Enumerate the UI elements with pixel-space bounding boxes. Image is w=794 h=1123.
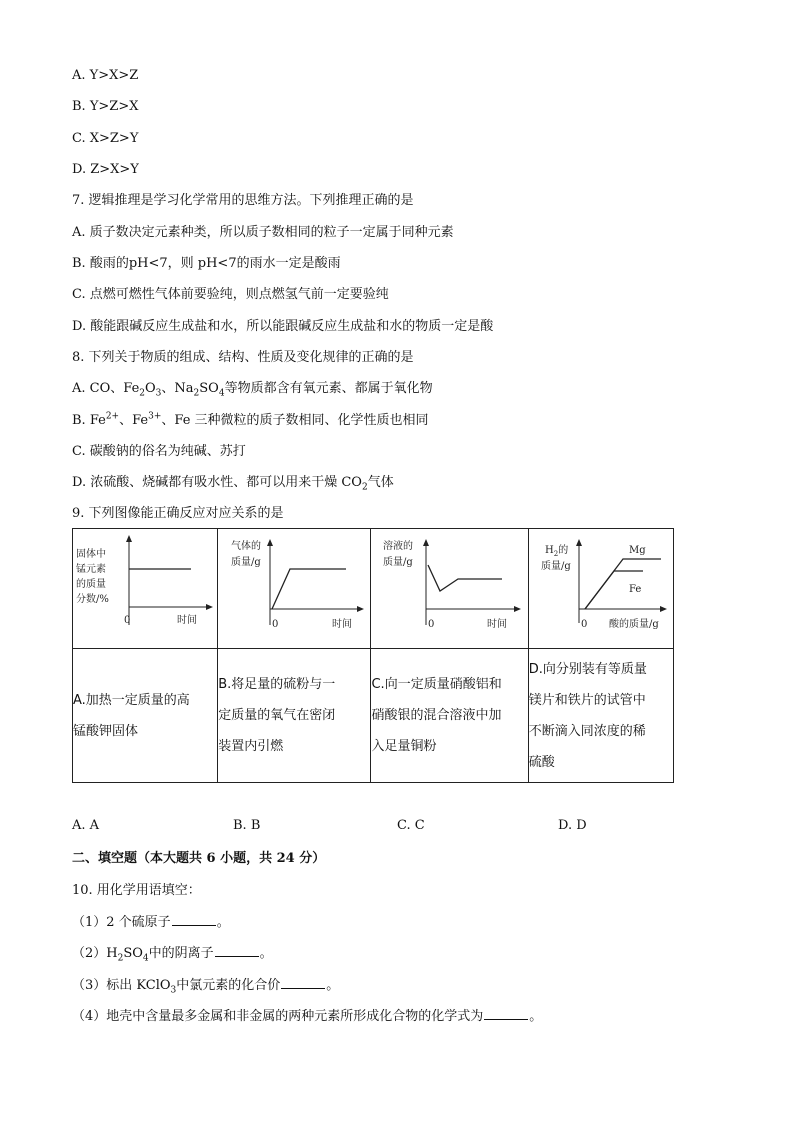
- graph-c-xlabel: 时间: [487, 619, 508, 630]
- graph-c-series-line: [428, 565, 502, 591]
- q6-option-d: D. Z>X>Y: [72, 162, 139, 177]
- q9-stem: 9. 下列图像能正确反应对应关系的是: [72, 506, 284, 521]
- graph-a-plot: [73, 529, 215, 644]
- q9-desc-d: D.向分别装有等质量 镁片和铁片的试管中 不断滴入同浓度的稀 硫酸: [528, 649, 673, 783]
- graph-d-ylabel-2: 质量/g: [540, 561, 571, 572]
- graph-a-ylabel-1: 固体中: [76, 549, 106, 560]
- graph-b-ylabel-1: 气体的: [231, 541, 262, 552]
- graph-c-origin: 0: [428, 619, 435, 630]
- q8-option-b: B. $Fe^{2+}$、$Fe^{3+}$、Fe 三种微粒的质子数相同、化学性质也相同: [72, 411, 429, 428]
- graph-d-mg-line: [585, 559, 661, 609]
- q7-option-d: D. 酸能跟碱反应生成盐和水，所以能跟碱反应生成盐和水的物质一定是酸: [72, 319, 494, 334]
- q10-part-2: $(2)H_2SO_4$中的阴离子 。: [72, 946, 273, 964]
- q9-desc-c: C.向一定质量硝酸铝和 硝酸银的混合溶液中加 入足量铜粉: [371, 649, 528, 783]
- graph-a: [73, 529, 218, 649]
- graph-d-plot: [529, 529, 673, 644]
- section-2-title: 二、填空题（本大题共 6 小题，共 24 分）: [72, 851, 326, 866]
- graph-b-xlabel: 时间: [332, 619, 353, 630]
- q8-stem: 8. 下列关于物质的组成、结构、性质及变化规律的正确的是: [72, 350, 414, 365]
- graph-d: [528, 529, 673, 649]
- graph-d-label-mg: Mg: [628, 545, 646, 556]
- graph-c: [371, 529, 528, 649]
- graph-c-ylabel-2: 质量/g: [383, 557, 414, 568]
- q10-part-3: （3）标出 KClO$_3$中氯元素的化合价 。: [72, 978, 340, 996]
- graph-c-ylabel-1: 溶液的: [383, 541, 414, 552]
- graph-b-series-line: [272, 569, 346, 609]
- graph-c-plot: [371, 529, 527, 644]
- q9-desc-a: A.加热一定质量的高 锰酸钾固体: [73, 649, 218, 783]
- q7-stem: 7. 逻辑推理是学习化学常用的思维方法。下列推理正确的是: [72, 193, 414, 208]
- q10-blank-4: [484, 1007, 528, 1020]
- graph-d-xlabel: 酸的质量/g: [608, 619, 659, 630]
- q8-option-a: A. CO、$Fe_2O_3$、$Na_2SO_4$等物质都含有氧元素、都属于氧化物: [72, 381, 433, 399]
- q10-blank-3: [281, 976, 325, 989]
- graph-d-ylabel-1: $H_2$的: [544, 545, 568, 558]
- q8-option-c: C. 碳酸钠的俗名为纯碱、苏打: [72, 444, 246, 459]
- q6-option-c: C. X>Z>Y: [72, 131, 139, 146]
- graph-a-ylabel-4: 分数/%: [76, 594, 109, 605]
- q8-option-d: D. 浓硫酸、烧碱都有吸水性、都可以用来干燥 $CO_2$气体: [72, 475, 394, 493]
- q10-stem: 10. 用化学用语填空：: [72, 883, 201, 898]
- q6-option-b: B. Y>Z>X: [72, 99, 139, 114]
- q9-answer-d: D. D: [558, 818, 587, 833]
- q9-table: [72, 528, 674, 783]
- q7-option-c: C. 点燃可燃性气体前要验纯，则点燃氢气前一定要验纯: [72, 287, 389, 302]
- graph-d-label-fe: Fe: [628, 584, 642, 595]
- q7-option-b: B. 酸雨的pH<7，则 pH<7的雨水一定是酸雨: [72, 256, 341, 271]
- q9-answer-c: C. C: [397, 818, 425, 833]
- graph-b-ylabel-2: 质量/g: [231, 557, 262, 568]
- q7-option-a: A. 质子数决定元素种类，所以质子数相同的粒子一定属于同种元素: [72, 225, 454, 240]
- q6-option-a: A. Y>X>Z: [72, 68, 139, 83]
- q9-desc-b: B.将足量的硫粉与一 定质量的氧气在密闭 装置内引燃: [218, 649, 371, 783]
- q9-answer-b: B. B: [233, 818, 261, 833]
- graph-b-origin: 0: [272, 619, 279, 630]
- graph-d-origin: 0: [580, 619, 588, 630]
- graph-a-ylabel-3: 的质量: [76, 579, 106, 590]
- graph-a-ylabel-2: 锰元素: [76, 564, 106, 575]
- graph-a-xlabel: 时间: [177, 615, 197, 626]
- graph-b: [218, 529, 371, 649]
- q9-answer-a: A. A: [72, 818, 100, 833]
- q10-part-1: （1）2 个硫原子 。: [72, 915, 230, 930]
- q10-blank-1: [172, 913, 216, 926]
- graph-b-plot: [218, 529, 370, 644]
- q10-part-4: （4）地壳中含量最多金属和非金属的两种元素所形成化合物的化学式为 。: [72, 1009, 543, 1024]
- graph-a-origin: 0: [124, 615, 131, 626]
- q10-blank-2: [215, 944, 259, 957]
